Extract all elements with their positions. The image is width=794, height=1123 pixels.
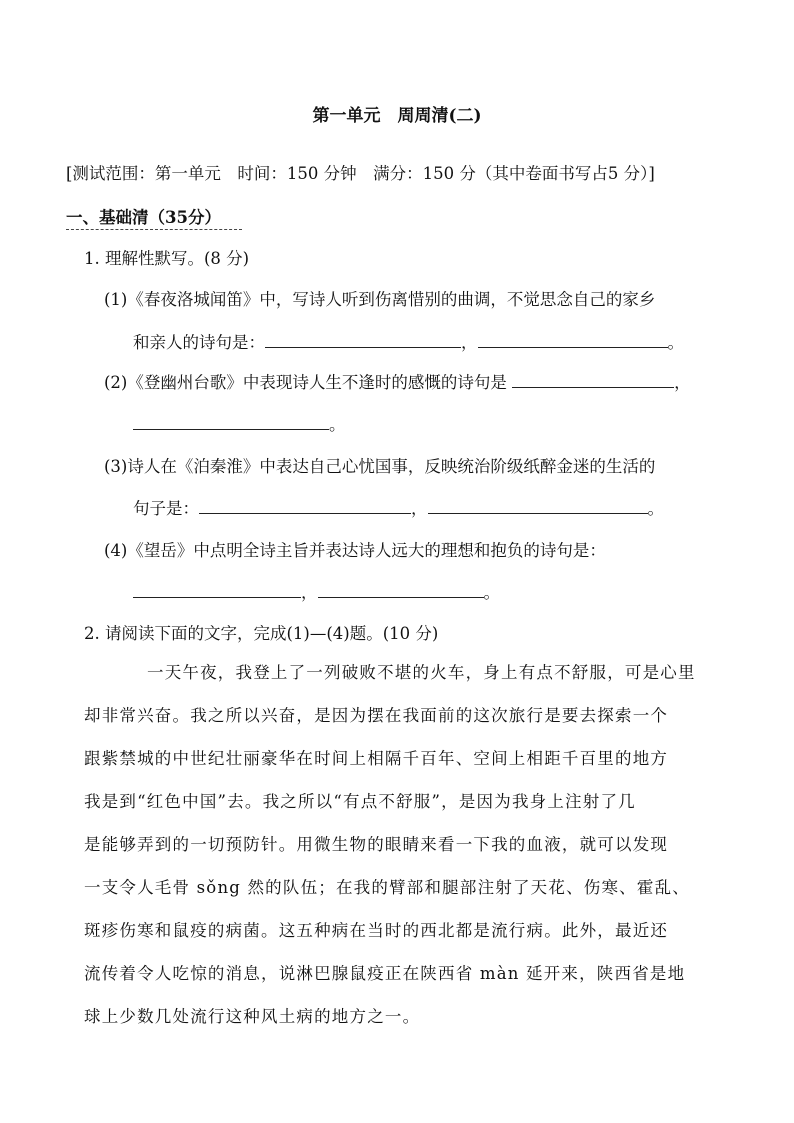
passage-line: 一天午夜，我登上了一列破败不堪的火车，身上有点不舒服，可是心里	[147, 663, 696, 682]
q1-part1-text: (1)《春夜洛城闻笛》中，写诗人听到伤离惜别的曲调，不觉思念自己的家乡	[104, 290, 656, 309]
q1-part4-text: (4)《望岳》中点明全诗主旨并表达诗人远大的理想和抱负的诗句是：	[104, 541, 606, 560]
comma: ，	[411, 499, 428, 518]
section-heading-underline	[66, 229, 242, 230]
question-1-stem: 1. 理解性默写。(8 分)	[84, 249, 250, 268]
test-scope: [测试范围：第一单元 时间：150 分钟 满分：150 分（其中卷面书写占5 分）]	[66, 164, 655, 183]
passage-line: 跟紫禁城的中世纪壮丽豪华在时间上相隔千百年、空间上相距千百里的地方	[84, 749, 669, 768]
question-2-stem: 2. 请阅读下面的文字，完成(1)—(4)题。(10 分)	[84, 624, 439, 643]
period: 。	[647, 499, 664, 518]
q1-part2-label: (2)《登幽州台歌》中表现诗人生不逢时的感慨的诗句是	[104, 373, 507, 392]
q1-part4-answer-line	[133, 581, 500, 605]
q1-part4-blank-2[interactable]	[318, 581, 484, 598]
comma: ，	[461, 333, 478, 352]
passage-line: 流传着令人吃惊的消息，说淋巴腺鼠疫正在陕西省 màn 延开来，陕西省是地	[84, 964, 686, 983]
period: 。	[483, 583, 500, 602]
q1-part2-blank-2[interactable]	[133, 413, 329, 430]
q1-part4-blank-1[interactable]	[133, 581, 301, 598]
q1-part3-answer-line	[133, 497, 664, 521]
period: 。	[667, 333, 684, 352]
q1-part2-answer-line	[133, 413, 346, 437]
q1-part3-blank-2[interactable]	[428, 497, 648, 514]
passage-line: 一支令人毛骨 sǒng 然的队伍；在我的臂部和腿部注射了天花、伤寒、霍乱、	[84, 878, 690, 897]
period: 。	[329, 415, 346, 434]
q1-part3-text: (3)诗人在《泊秦淮》中表达自己心忧国事，反映统治阶级纸醉金迷的生活的	[104, 457, 656, 476]
passage-line: 球上少数几处流行这种风土病的地方之一。	[84, 1007, 421, 1026]
q1-part1-answer-line	[133, 331, 684, 355]
q1-part2-blank-1[interactable]	[512, 371, 674, 388]
q1-part1-blank-1[interactable]	[265, 331, 461, 348]
q1-part1-label: 和亲人的诗句是：	[133, 333, 265, 352]
passage-line: 斑疹伤寒和鼠疫的病菌。这五种病在当时的西北都是流行病。此外，最近还	[84, 921, 669, 940]
comma: ，	[301, 583, 318, 602]
q1-part2-text	[104, 371, 691, 395]
page-title: 第一单元 周周清(二)	[312, 106, 482, 126]
passage-line: 是能够弄到的一切预防针。用微生物的眼睛来看一下我的血液，就可以发现	[84, 835, 669, 854]
passage-line: 却非常兴奋。我之所以兴奋，是因为摆在我面前的这次旅行是要去探索一个	[84, 706, 669, 725]
passage-line: 我是到“红色中国”去。我之所以“有点不舒服”，是因为我身上注射了几	[84, 792, 636, 811]
comma: ，	[674, 373, 691, 392]
section-heading-basics: 一、基础清（35分）	[66, 208, 221, 227]
q1-part3-blank-1[interactable]	[199, 497, 411, 514]
q1-part1-blank-2[interactable]	[478, 331, 668, 348]
q1-part3-label: 句子是：	[133, 499, 199, 518]
